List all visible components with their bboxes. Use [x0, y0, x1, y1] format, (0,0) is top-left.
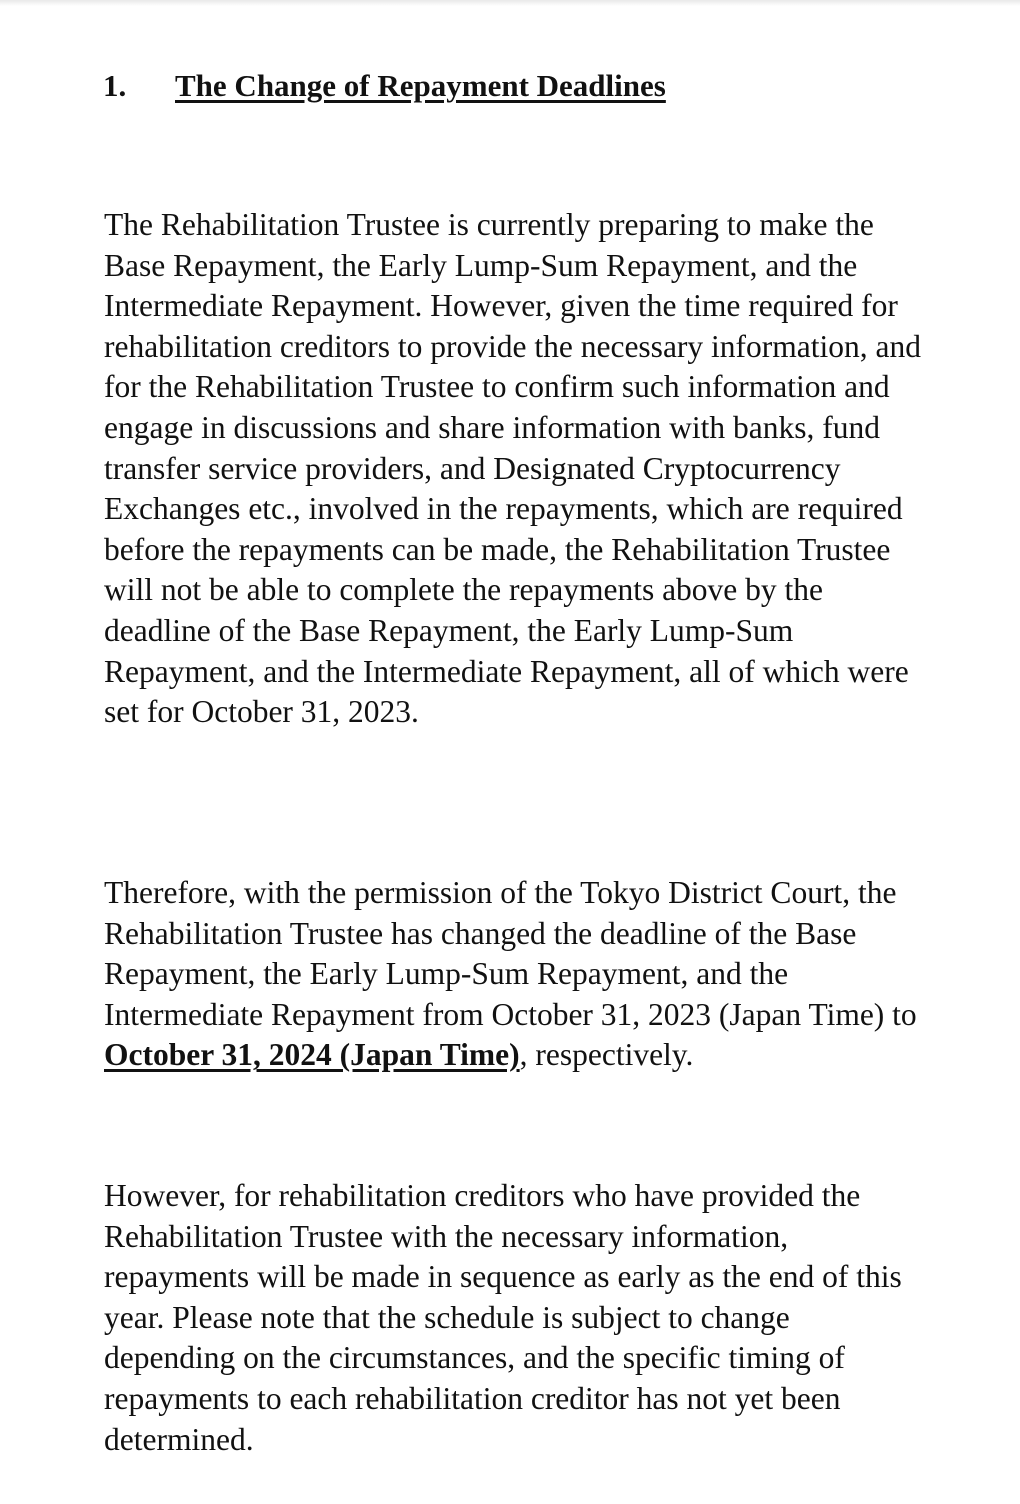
section-number: 1.: [103, 68, 127, 103]
paragraph-deadline-context: The Rehabilitation Trustee is currently preparing to make the Base Repayment, the Early Lump-Sum Repayment, and the Intermediate Repayment. However, given the time required for rehabilitation creditors to provide the necessary information, and for the Rehabilitation Trustee to confirm such information and engage in discussions and share information with banks, fund transfer service providers, and Designated Cryptocurrency Exchanges etc., involved in the repayments, which are required before the repayments can be made, the Rehabilitation Trustee will not be able to complete the repayments above by the deadline of the Base Repayment, the Early Lump-Sum Repayment, and the Intermediate Repayment, all of which were set for October 31, 2023.: [104, 207, 921, 730]
section-heading: [103, 66, 666, 106]
paragraph-deadline-change: [104, 873, 924, 1076]
paragraph-deadline-change-tail: , respectively.: [519, 1037, 694, 1073]
new-deadline-date: October 31, 2024 (Japan Time): [104, 1037, 520, 1073]
section-title: The Change of Repayment Deadlines: [175, 68, 666, 103]
paragraph-early-repayment-note: However, for rehabilitation creditors who have provided the Rehabilitation Trustee with the necessary information, repayments will be made in sequence as early as the end of this year. Please note that the schedule is subject to change depending on the circumstances, and the specific timing of repayments to each rehabilitation creditor has not yet been determined.: [104, 1178, 902, 1457]
page-top-edge: [0, 0, 1020, 6]
paragraph-deadline-change-text: Therefore, with the permission of the Tokyo District Court, the Rehabilitation Trustee has changed the deadline of the Base Repayment, the Early Lump-Sum Repayment, and the Intermediate Repayment from October 31, 2023 (Japan Time) to: [104, 875, 917, 1032]
